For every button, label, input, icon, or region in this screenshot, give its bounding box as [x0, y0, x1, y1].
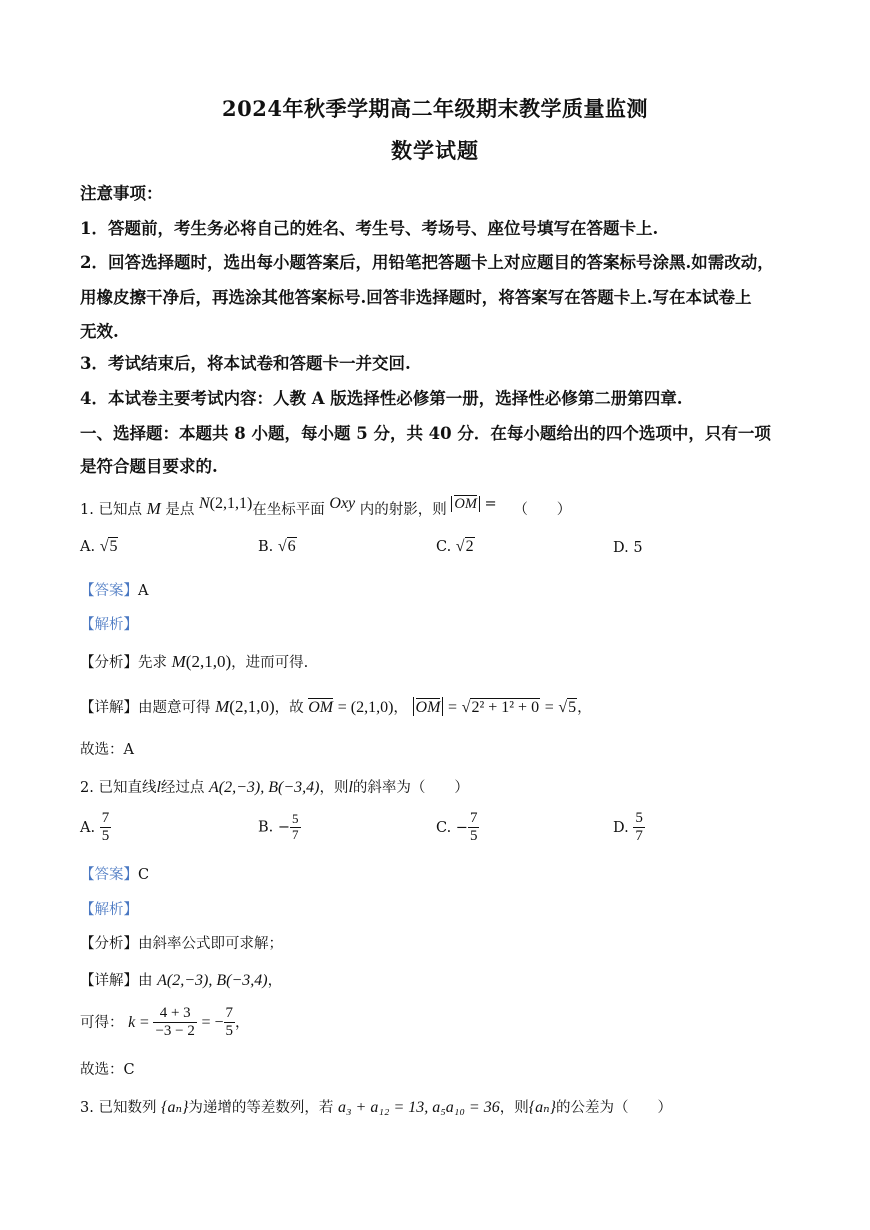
section-heading: 一、选择题：本题共 8 小题，每小题 5 分，共 40 分．在每小题给出的四个选项中，只有一项	[80, 424, 771, 443]
detail-1: 【详解】由题意可得 M(2,1,0)，故 OM = (2,1,0)， OM = √2² + 1² + 0 = √5，	[80, 697, 592, 716]
detail-2: 【详解】由 A(2,−3), B(−3,4)，	[80, 972, 283, 989]
answer-2: 【答案】C	[80, 867, 150, 883]
analysis-tag-1: 【解析】	[80, 617, 138, 633]
option-a[interactable]: A. $\frac{7}{5}$	[80, 810, 110, 845]
option-c[interactable]: C. √2	[436, 538, 474, 555]
analysis-tag-2: 【解析】	[80, 902, 138, 918]
derivation-2: 可得： k = $\frac{4 + 3}{-3 - 2}$ = − $\frac{7}{5}$ ，	[80, 1005, 250, 1040]
page-subtitle: 数学试题	[391, 138, 479, 163]
option-d[interactable]: D. 5	[613, 540, 643, 556]
option-a[interactable]: A. √5	[80, 538, 118, 555]
note-line: 2．回答选择题时，选出每小题答案后，用铅笔把答题卡上对应题目的答案标号涂黑.如需改动，	[80, 253, 774, 272]
question-1-stem: 1. 已知点 M 是点 N(2,1,1)在坐标平面 Oxy 内的射影，则 OM = （ ）	[80, 495, 572, 518]
fenxi-2: 【分析】由斜率公式即可求解；	[80, 936, 283, 952]
note-line: 1．答题前，考生务必将自己的姓名、考生号、考场号、座位号填写在答题卡上.	[80, 219, 659, 238]
option-b[interactable]: B. − $\frac{5}{7}$	[258, 811, 299, 842]
choose-2: 故选：C	[80, 1062, 135, 1078]
fenxi-1: 【分析】先求 M(2,1,0)，进而可得.	[80, 652, 309, 671]
notes-heading: 注意事项：	[80, 184, 163, 203]
question-2-stem: 2. 已知直线l经过点 A(2,−3), B(−3,4)，则l的斜率为（ ）	[80, 779, 469, 796]
section-heading-cont: 是符合题目要求的.	[80, 457, 218, 476]
choose-1: 故选：A	[80, 742, 134, 758]
page-title: 2024年秋季学期高二年级期末教学质量监测	[222, 96, 648, 121]
note-line: 无效.	[80, 322, 119, 341]
question-3-stem: 3. 已知数列 {aₙ}为递增的等差数列，若 a₃ + a₁₂ = 13, a₅a₁₀ = 36，则{aₙ}的公差为（ ）	[80, 1099, 672, 1116]
note-line: 3．考试结束后，将本试卷和答题卡一并交回.	[80, 354, 411, 373]
option-b[interactable]: B. √6	[258, 538, 296, 555]
note-line: 4．本试卷主要考试内容：人教 A 版选择性必修第一册，选择性必修第二册第四章.	[80, 389, 683, 408]
answer-1: 【答案】A	[80, 583, 149, 599]
note-line: 用橡皮擦干净后，再选涂其他答案标号.回答非选择题时，将答案写在答题卡上.写在本试卷上	[80, 288, 752, 307]
option-d[interactable]: D. $\frac{5}{7}$	[613, 810, 643, 845]
option-c[interactable]: C. − $\frac{7}{5}$	[436, 810, 478, 845]
